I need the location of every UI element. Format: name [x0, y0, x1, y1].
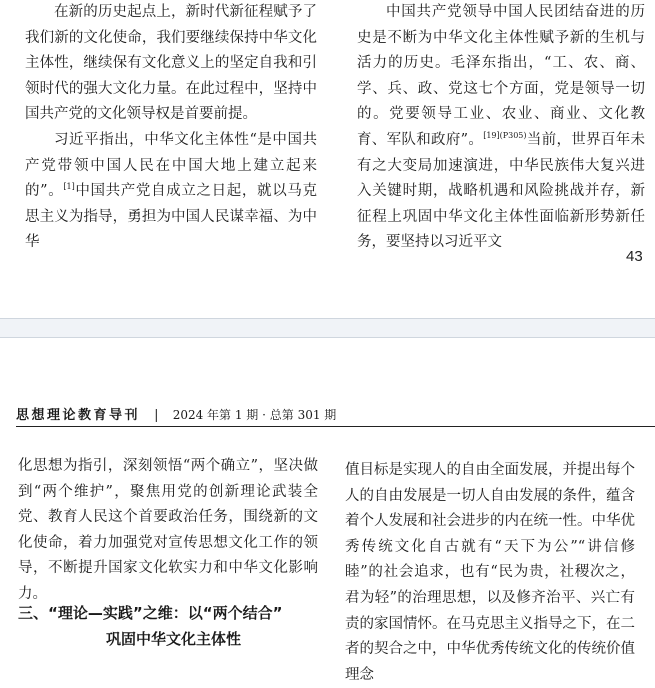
- paragraph-text: 中国共产党自成立之日起，就以马克思主义为指导，勇担为中国人民谋幸福、为中华: [25, 183, 318, 251]
- page-separator: [0, 318, 655, 338]
- issue-info: 2024 年第 1 期 · 总第 301 期: [172, 408, 337, 422]
- paragraph-text: 中国共产党领导中国人民团结奋进的历史是不断为中华文化主体性赋予新的生机与活力的历史。毛泽东指出，“工、农、商、学、兵、政、党这七个方面，党是领导一切的。党要领导工业、农业、商业、文化教育、军队和政府”。: [357, 4, 645, 148]
- left-column-upper: [25, 0, 317, 256]
- journal-title: 思想理论教育导刊: [16, 408, 141, 423]
- paragraph-text: 当前，世界百年未有之大变局加速演进，中华民族伟大复兴进入关键时期，战略机遇和风险挑战并存，新征程上巩固中华文化主体性面临新形势新任务，要坚持以习近平文: [357, 131, 646, 251]
- paragraph: 在新的历史起点上，新时代新征程赋予了我们新的文化使命，我们要继续保持中华文化主体性，继续保有文化意义上的坚定自我和引领时代的强大文化力量。在此过程中，坚持中国共产党的文化领导权是首要前提。: [25, 4, 317, 123]
- citation-ref[interactable]: [1]: [63, 182, 75, 192]
- journal-header: [16, 404, 655, 427]
- document-page-upper: [0, 0, 655, 318]
- paragraph: [25, 128, 317, 256]
- right-column-upper: [357, 0, 645, 256]
- citation-ref[interactable]: [19](P305): [483, 131, 527, 141]
- left-column-lower: [18, 454, 318, 608]
- section-heading: [18, 600, 318, 652]
- section-heading-line: 巩固中华文化主体性: [106, 630, 242, 648]
- paragraph: 化思想为指引，深刻领悟“两个确立”，坚决做到“两个维护”，聚焦用党的创新理论武装全党、教育人民这个首要政治任务，围绕新的文化使命，着力加强党对宣传思想文化工作的领导，不断提升国家文化软实力和中华文化影响力。: [18, 458, 318, 602]
- right-column-lower: [345, 458, 635, 688]
- page-number: 43: [626, 248, 643, 265]
- paragraph: 值目标是实现人的自由全面发展，并提出每个人的自由发展是一切人自由发展的条件，蕴含着个人发展和社会进步的内在统一性。中华优秀传统文化自古就有“天下为公”“讲信修睦”的社会追求，也有“民为贵，社稷次之，君为轻”的治理思想，以及修齐治平、兴亡有责的家国情怀。在马克思主义指导之下，在二者的契合之中，中华优秀传统文化的传统价值理念: [345, 462, 635, 683]
- header-separator: |: [154, 408, 159, 423]
- paragraph: [357, 0, 645, 256]
- paragraph-text: 习近平指出，中华文化主体性“是中国共产党带领中国人民在中国大地上建立起来的”。: [25, 131, 317, 200]
- document-page-lower: [0, 338, 655, 683]
- section-heading-line: 三、“理论—实践”之维：以“两个结合”: [18, 604, 283, 622]
